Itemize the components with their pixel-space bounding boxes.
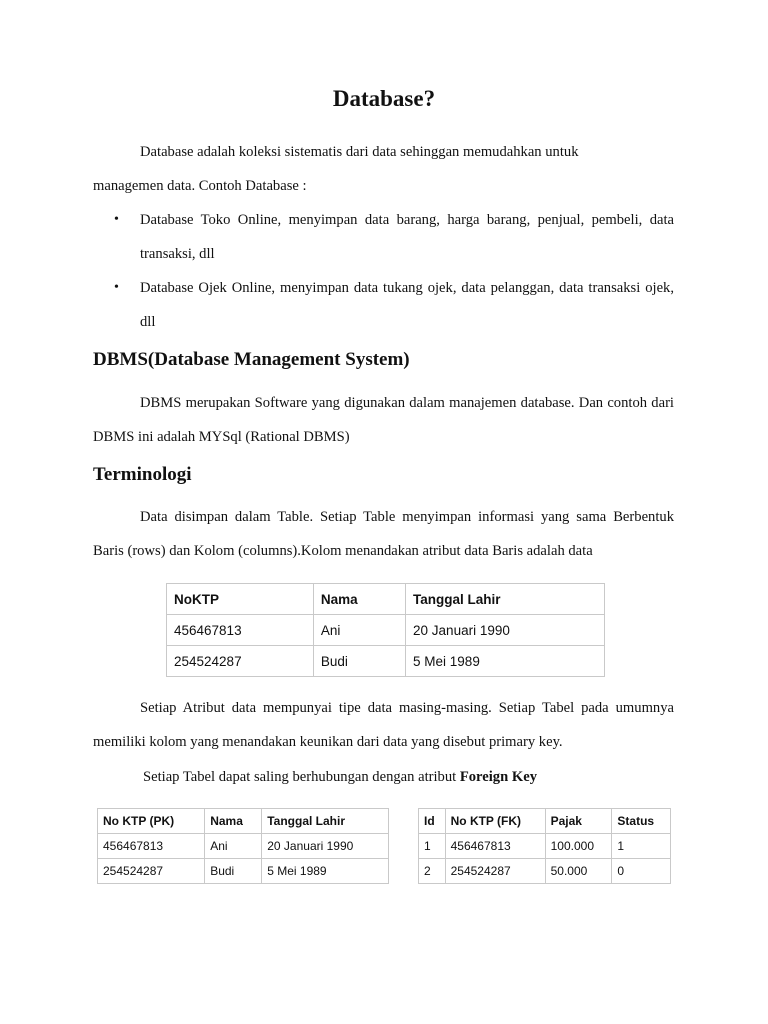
table-cell: 254524287 xyxy=(98,859,205,884)
example-list xyxy=(93,203,674,339)
terminologi-text: Data disimpan dalam Table. Setiap Table menyimpan informasi yang sama Berbentuk Baris (rows) dan Kolom (columns).Kolom menandakan atribut data Baris adalah data xyxy=(93,509,674,559)
foreign-key-table xyxy=(418,808,671,884)
table-cell: 456467813 xyxy=(445,834,545,859)
table-cell: 20 Januari 1990 xyxy=(406,615,605,646)
table-cell: Ani xyxy=(205,834,262,859)
list-item-text: Database Ojek Online, menyimpan data tukang ojek, data pelanggan, data transaksi ojek, dll xyxy=(140,280,674,330)
table-cell: 5 Mei 1989 xyxy=(406,646,605,677)
table-cell: 20 Januari 1990 xyxy=(262,834,389,859)
foreign-key-paragraph xyxy=(93,760,674,794)
intro-paragraph xyxy=(93,135,674,169)
bullet-icon: • xyxy=(114,212,119,227)
foreign-key-term: Foreign Key xyxy=(459,769,537,785)
table-cell: 254524287 xyxy=(445,859,545,884)
intro-line-2: managemen data. Contoh Database : xyxy=(93,178,307,194)
attribute-paragraph xyxy=(93,691,674,759)
table-header-cell: No KTP (FK) xyxy=(445,809,545,834)
table-cell: 0 xyxy=(612,859,671,884)
list-item xyxy=(93,203,674,271)
dbms-text: DBMS merupakan Software yang digunakan dalam manajemen database. Dan contoh dari DBMS ini adalah MYSql (Rational DBMS) xyxy=(93,395,674,445)
table-cell: 456467813 xyxy=(167,615,314,646)
table-row xyxy=(419,859,671,884)
list-item-text: Database Toko Online, menyimpan data barang, harga barang, penjual, pembeli, data transaksi, dll xyxy=(140,212,674,262)
table-header-cell: Pajak xyxy=(545,809,612,834)
attribute-text: Setiap Atribut data mempunyai tipe data masing-masing. Setiap Tabel pada umumnya memiliki kolom yang menandakan keunikan dari data yang disebut primary key. xyxy=(93,700,674,750)
table-row xyxy=(98,834,389,859)
table-header-cell: Tanggal Lahir xyxy=(406,584,605,615)
primary-key-table xyxy=(97,808,389,884)
bullet-icon: • xyxy=(114,280,119,295)
list-item xyxy=(93,271,674,339)
table-cell: 456467813 xyxy=(98,834,205,859)
table-cell: 50.000 xyxy=(545,859,612,884)
intro-paragraph-2 xyxy=(93,169,674,203)
intro-line-1: Database adalah koleksi sistematis dari data sehinggan memudahkan untuk xyxy=(140,144,579,160)
table-row xyxy=(98,859,389,884)
table-cell: 1 xyxy=(419,834,446,859)
section-heading-terminologi: Terminologi xyxy=(93,464,192,485)
terminologi-table xyxy=(166,583,605,677)
section-heading-dbms: DBMS(Database Management System) xyxy=(93,349,410,370)
foreign-key-text: Setiap Tabel dapat saling berhubungan dengan atribut xyxy=(143,769,460,785)
dbms-paragraph xyxy=(93,386,674,454)
table-header-cell: NoKTP xyxy=(167,584,314,615)
table-header-cell: Nama xyxy=(205,809,262,834)
terminologi-paragraph xyxy=(93,500,674,568)
table-cell: 2 xyxy=(419,859,446,884)
table-header-cell: No KTP (PK) xyxy=(98,809,205,834)
table-cell: Ani xyxy=(313,615,405,646)
table-header-row xyxy=(167,584,605,615)
table-header-cell: Tanggal Lahir xyxy=(262,809,389,834)
table-cell: 5 Mei 1989 xyxy=(262,859,389,884)
table-row xyxy=(419,834,671,859)
table-header-cell: Id xyxy=(419,809,446,834)
table-cell: Budi xyxy=(205,859,262,884)
page-title: Database? xyxy=(332,86,436,111)
table-header-row xyxy=(98,809,389,834)
table-row xyxy=(167,615,605,646)
table-row xyxy=(167,646,605,677)
table-header-cell: Nama xyxy=(313,584,405,615)
table-cell: Budi xyxy=(313,646,405,677)
table-cell: 100.000 xyxy=(545,834,612,859)
table-cell: 1 xyxy=(612,834,671,859)
table-header-row xyxy=(419,809,671,834)
table-cell: 254524287 xyxy=(167,646,314,677)
table-header-cell: Status xyxy=(612,809,671,834)
